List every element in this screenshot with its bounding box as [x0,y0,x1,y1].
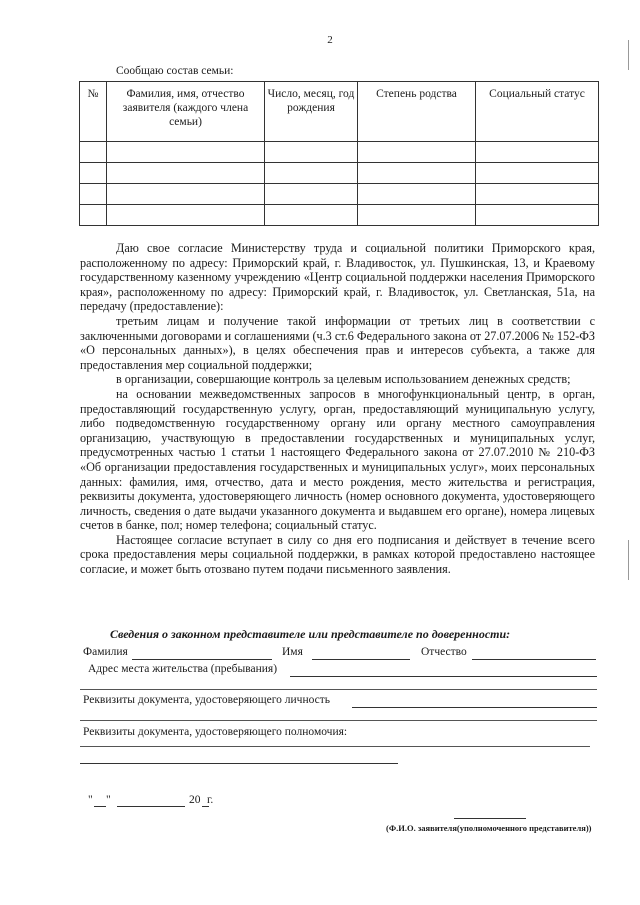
year-field[interactable] [202,806,209,807]
table-cell[interactable] [80,184,107,205]
table-cell[interactable] [358,184,476,205]
month-field[interactable] [117,806,185,807]
scan-edge-mark [628,540,629,580]
table-header-row [80,82,599,142]
authority-document-field-line2[interactable] [80,763,398,764]
table-cell[interactable] [107,163,265,184]
table-row [80,205,599,226]
table-cell[interactable] [476,142,599,163]
patronymic-label: Отчество [421,646,467,658]
signature-caption: (Ф.И.О. заявителя(уполномоченного представителя)) [386,823,592,833]
table-cell[interactable] [107,205,265,226]
name-label: Имя [282,646,303,658]
table-cell[interactable] [265,142,358,163]
table-cell[interactable] [80,163,107,184]
consent-paragraph: в организации, совершающие контроль за целевым использованием денежных средств; [116,372,571,387]
table-cell[interactable] [476,205,599,226]
address-field-line2[interactable] [80,689,597,690]
table-cell[interactable] [476,184,599,205]
authority-document-label: Реквизиты документа, удостоверяющего полномочия: [83,726,348,738]
authority-document-field[interactable] [80,746,590,747]
col-number: № [80,82,107,142]
table-cell[interactable] [265,163,358,184]
surname-field[interactable] [132,659,272,660]
surname-label: Фамилия [83,646,128,658]
col-birth-date: Число, месяц, год рождения [265,82,358,142]
table-cell[interactable] [80,142,107,163]
col-relation: Степень родства [358,82,476,142]
id-document-field-line2[interactable] [80,720,597,721]
page-number: 2 [327,34,333,46]
table-cell[interactable] [265,205,358,226]
consent-paragraph: Настоящее согласие вступает в силу со дня его подписания и действует в течение всего срока предоставления меры социальной поддержки, в рамках которой предоставлено настоящее согласие, и может быть отозвано путем подачи письменного заявления. [80,532,595,577]
table-cell[interactable] [265,184,358,205]
table-cell[interactable] [80,205,107,226]
id-document-field[interactable] [352,707,597,708]
patronymic-field[interactable] [472,659,596,660]
table-cell[interactable] [107,184,265,205]
family-intro: Сообщаю состав семьи: [116,65,234,77]
consent-paragraph: Даю свое согласие Министерству труда и социальной политики Приморского края, расположенному по адресу: Приморский край, г. Владивосток, ул. Пушкинская, 13, и Краевому государственному казенному учреждению «Центр социальной поддержки населения Приморского края», расположенному по адресу: Приморский край, г. Владивосток, ул. Светланская, 51а, на передачу (предоставление): [80,241,595,314]
table-cell[interactable] [107,142,265,163]
date-open-quote: " [88,794,93,806]
col-full-name: Фамилия, имя, отчество заявителя (каждого члена семьи) [107,82,265,142]
date-close-quote: " [106,794,111,806]
table-cell[interactable] [358,142,476,163]
year-label: 20 [189,794,201,806]
col-social-status: Социальный статус [476,82,599,142]
consent-paragraph: третьим лицам и получение такой информации от третьих лиц в соответствии с заключенными договорами и соглашениями (ч.3 ст.6 Федерального закона от 27.07.2006 № 152-ФЗ «О персональных данных»), в целях обеспечения прав и интересов субъекта, а также для предоставления мер социальной поддержки; [80,313,595,372]
table-row [80,142,599,163]
address-label: Адрес места жительства (пребывания) [88,663,278,675]
id-document-label: Реквизиты документа, удостоверяющего личность [83,694,331,706]
table-cell[interactable] [358,163,476,184]
address-field[interactable] [290,676,597,677]
table-cell[interactable] [476,163,599,184]
table-row [80,163,599,184]
consent-text [80,241,595,577]
table-row [80,184,599,205]
family-table [79,81,599,226]
representative-heading: Сведения о законном представителе или представителе по доверенности: [110,627,511,641]
consent-paragraph: на основании межведомственных запросов в многофункциональный центр, в орган, предоставляющий государственную услугу, орган, предоставляющий муниципальную услугу, либо подведомственную государственному органу или органу местного самоуправления организацию, участвующую в предоставлении государственных и муниципальных услуг, предусмотренных частью 1 статьи 1 настоящего Федерального закона от 27.07.2010 № 210-ФЗ «Об организации предоставления государственных и муниципальных услуг», моих персональных данных: фамилия, имя, отчество, дата и место рождения, место жительства и регистрация, реквизиты документа, удостоверяющего личность (номер основного документа, удостоверяющего личность, сведения о дате выдачи указанного документа и выдавшем его органе), номера лицевых счетов в банке, пол; номер телефона; социальный статус. [80,386,595,533]
year-suffix: г. [207,794,214,806]
name-field[interactable] [312,659,410,660]
day-field[interactable] [94,806,106,807]
scan-edge-mark [628,40,629,70]
table-cell[interactable] [358,205,476,226]
signature-field[interactable] [454,818,526,819]
